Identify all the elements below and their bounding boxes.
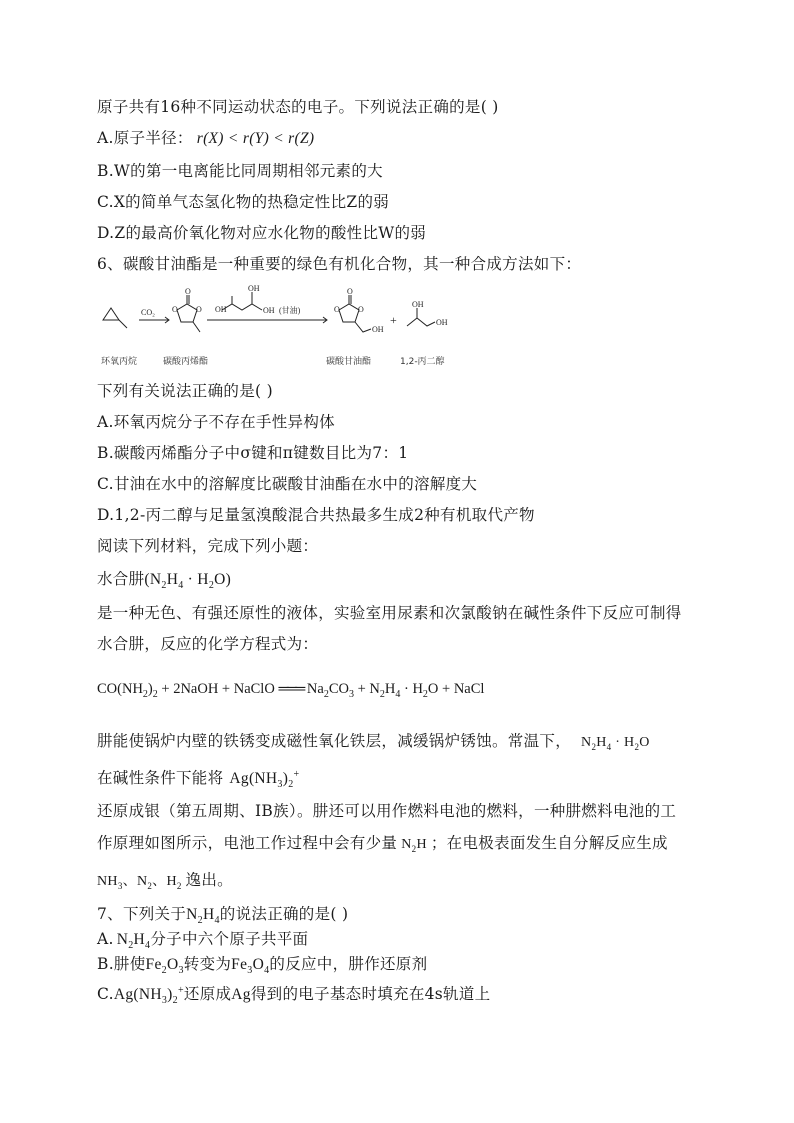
q5-option-a-label: A.原子半径： — [97, 129, 193, 147]
propylene-carbonate-ring — [177, 304, 197, 322]
q5-option-c: C.X的简单气态氢化物的热稳定性比Z的弱 — [97, 193, 390, 211]
formula-products: $NH_3$、$N_2$、$H_2$ — [97, 874, 182, 891]
ring-o-2a: O — [334, 305, 340, 314]
passage-line-6-text-a: 作原理如图所示，电池工作过程中会有少量 — [97, 834, 398, 852]
passage-line-1: 是一种无色、有强还原性的液体，实验室用尿素和次氯酸钠在碱性条件下反应可制得 — [97, 604, 682, 622]
q6-option-b: B.碳酸丙烯酯分子中σ键和π键数目比为7：1 — [97, 444, 409, 462]
glycerol-reagent: (甘油) — [279, 306, 301, 315]
q5-stem-tail: 原子共有16种不同运动状态的电子。下列说法正确的是( ) — [97, 98, 499, 116]
passage-line-7-text: 逸出。 — [185, 871, 233, 889]
q5-option-d: D.Z的最高价氧化物对应水化物的酸性比W的弱 — [97, 224, 427, 242]
glycerol-carbonate-oh: OH — [372, 325, 384, 334]
q7-option-b-b: 转变为 — [183, 955, 232, 973]
hydrazine-hydrate-label: 水合肼 — [97, 570, 145, 588]
passage-line-6-text-b: ；在电极表面发生自分解反应生成 — [430, 834, 668, 852]
glycerol-oh-2: OH — [248, 284, 260, 293]
carbonyl-o-2: O — [347, 287, 353, 296]
reading-intro: 阅读下列材料，完成下列小题： — [97, 537, 319, 555]
hydrazine-hydrate-title — [97, 568, 231, 597]
ring-o-1a: O — [172, 305, 178, 314]
formula-fe3o4: $Fe_3O_4$ — [231, 956, 270, 977]
q7-option-c-label: C. — [97, 985, 114, 1004]
passage-line-7 — [97, 869, 233, 897]
label-epoxypropane: 环氧丙烷 — [101, 357, 138, 367]
q7-option-b — [97, 953, 427, 982]
formula-silver-ammonia: $Ag(NH_3)_2^+$ — [229, 769, 300, 791]
glycerol-carbonate-ring — [339, 304, 359, 322]
diol-oh-1: OH — [412, 300, 424, 309]
label-propylene-carbonate: 碳酸丙烯酯 — [163, 357, 209, 367]
q5-option-b: B.W的第一电离能比同周期相邻元素的大 — [97, 162, 383, 180]
epoxide-ring — [103, 308, 119, 320]
formula-n2h: $N_2H$ — [401, 837, 427, 854]
q5-option-a — [97, 127, 314, 150]
q6-question: 下列有关说法正确的是( ) — [97, 382, 273, 400]
q7-option-c-b: 得到的电子基态时填充在4s轨道上 — [250, 985, 491, 1004]
q7-option-a-label: A. — [97, 930, 114, 948]
passage-line-3-text: 肼能使锅炉内壁的铁锈变成磁性氧化铁层，减缓锅炉锈蚀。常温下， — [97, 732, 572, 750]
q7-option-b-c: 的反应中，肼作还原剂 — [269, 955, 428, 973]
glycerol-oh-3: OH — [263, 306, 275, 315]
chemical-equation: $CO(NH_2)_2$ + 2NaOH + NaClO ═══ $Na_2CO_3 + N_2H_4 \cdot H_2O$ + NaCl — [97, 681, 485, 700]
formula-n2h4-h2o-2: $N_2H_4 \cdot H_2O$ — [581, 735, 650, 752]
co2-reagent: CO₂ — [141, 308, 155, 317]
passage-line-4 — [97, 764, 299, 796]
formula-silver-ammonia-2: $Ag(NH_3)_2^+$ — [113, 985, 184, 1007]
diol-oh-2: OH — [436, 318, 448, 327]
ring-o-1b: O — [196, 305, 202, 314]
q7-stem-suffix: 的说法正确的是( ) — [219, 905, 349, 923]
q6-option-c: C.甘油在水中的溶解度比碳酸甘油酯在水中的溶解度大 — [97, 475, 478, 493]
formula-n2h4-a: $N_2H_4$ — [116, 931, 151, 952]
q7-option-a-text: 分子中六个原子共平面 — [150, 930, 309, 948]
passage-line-6 — [97, 832, 668, 860]
plus-sign: + — [390, 313, 397, 327]
glycerol-oh-1: OH — [215, 305, 227, 314]
q6-option-a: A.环氧丙烷分子不存在手性异构体 — [97, 413, 335, 431]
passage-line-3 — [97, 730, 650, 758]
q7-stem-prefix: 7、下列关于 — [97, 905, 187, 923]
q7-option-b-a: B.肼使 — [97, 955, 146, 973]
formula-n2h4: $N_2H_4$ — [186, 906, 220, 927]
label-propanediol: 1,2-丙二醇 — [400, 357, 445, 367]
atomic-radius-relation: r(X) < r(Y) < r(Z) — [196, 130, 315, 147]
passage-line-5: 还原成银（第五周期、IB族）。肼还可以用作燃料电池的燃料，一种肼燃料电池的工 — [97, 802, 677, 820]
label-glycerol-carbonate: 碳酸甘油酯 — [326, 357, 372, 367]
ring-o-2b: O — [358, 305, 364, 314]
q6-stem: 6、碳酸甘油酯是一种重要的绿色有机化合物，其一种合成方法如下： — [97, 255, 582, 273]
formula-ag: Ag — [231, 986, 251, 1004]
formula-fe2o3: $Fe_2O_3$ — [145, 956, 184, 977]
passage-line-2: 水合肼，反应的化学方程式为： — [97, 635, 319, 653]
q6-option-d: D.1,2-丙二醇与足量氢溴酸混合共热最多生成2种有机取代产物 — [97, 506, 535, 524]
carbonyl-o-1: O — [185, 287, 191, 296]
q7-option-c — [97, 980, 490, 1012]
formula-n2h4-h2o: $(N_2H_4 \cdot H_2O)$ — [144, 571, 232, 592]
q7-option-c-a: 还原成 — [183, 985, 232, 1004]
passage-line-4-text: 在碱性条件下能将 — [97, 769, 224, 788]
